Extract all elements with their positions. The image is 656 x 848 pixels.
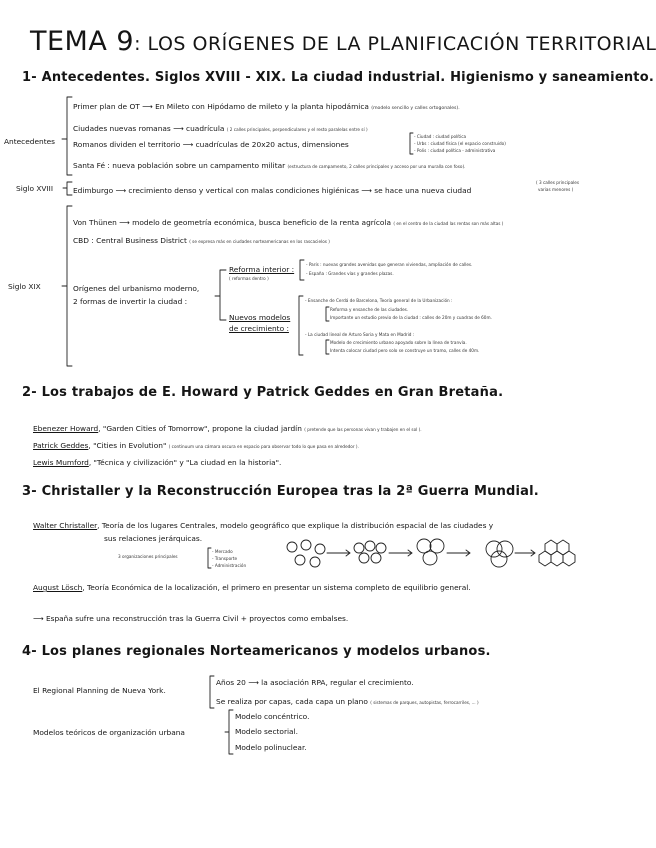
title-rest: : LOS ORÍGENES DE LA PLANIFICACIÓN TERRITORIAL [134,33,656,55]
label-siglo-xviii: Siglo XVIII [16,184,54,193]
org-transporte: - Transporte [212,556,238,561]
ciudad-bullet: - Ciudad : ciudad política [414,134,467,139]
antecedente-santa-fe: Santa Fé : nueva población sobre un campamento militar (estructura de campamento, 2 calles principales y acceso por una muralla con foso). [73,161,466,170]
xix-cbd: CBD : Central Business District ( se expresa más en ciudades norteamericanas en los rascacielos ) [73,236,330,245]
rp-anos-20: Años 20 ⟶ la asociación RPA, regular el crecimiento. [216,678,414,687]
ciudad-lineal: - La ciudad lineal de Arturo Soria y Mata en Madrid : [305,332,415,337]
polis-bullet: - Polis : ciudad política - administrativa [414,148,496,153]
espana-reconstruccion: ⟶ España sufre una reconstrucción tras la Guerra Civil + proyectos como embalses. [33,614,349,623]
section-2-heading: 2- Los trabajos de E. Howard y Patrick Geddes en Gran Bretaña. [22,385,504,400]
xviii-edimburgo: Edimburgo ⟶ crecimiento denso y vertical con malas condiciones higiénicas ⟶ se hace una nueva ciudad [73,186,472,195]
rp-capas: Se realiza por capas, cada capa un plano ( sistemas de parques, autopistas, ferrocarriles, ... ) [216,697,479,706]
urbs-bullet: - Urbs : ciudad física (el espacio construido) [414,141,506,146]
howard-entry: Ebenezer Howard, "Garden Cities of Tomorrow", propone la ciudad jardín ( pretende que las personas vivan y trabajen en el sol ). [33,424,422,433]
mumford-entry: Lewis Mumford, "Técnica y civilización" y "La ciudad en la historia". [33,458,282,467]
nuevos-modelos-label-1: Nuevos modelos [229,313,291,322]
reforma-espana: - España : Grandes vías y grandes plazas. [306,271,394,276]
reforma-interior-sub: ( reformas dentro ) [229,276,269,281]
reforma-interior-label: Reforma interior : [229,265,295,274]
nuevos-modelos-label-2: de crecimiento : [229,324,289,333]
xix-von-thunen: Von Thünen ⟶ modelo de geometría económica, busca beneficio de la renta agrícola ( en el centro de la ciudad las rentas son más altas ) [73,218,504,227]
org-administracion: - Administración [212,563,247,568]
ensanche-estudio: Importante un estudio previo de la ciudad : calles de 20m y cuadras de 60m. [330,315,492,320]
modelo-polinuclear: Modelo polinuclear. [235,743,307,752]
xviii-note-1: ( 3 calles principales [536,180,580,185]
ciudad-lineal-intenta: Intenta colocar ciudad pero solo se construye un tramo, calles de 40m. [330,348,480,353]
xviii-note-2: varias menores ) [538,187,574,192]
antecedente-ciudades-romanas: Ciudades nuevas romanas ⟶ cuadrícula ( 2 calles principales, perpendiculares y el resto paralelas entre sí ) [73,124,368,133]
section-3-heading: 3- Christaller y la Reconstrucción Europea tras la 2ª Guerra Mundial. [22,484,539,499]
ensanche-cerda: - Ensanche de Cerdá de Barcelona, Teoría general de la Urbanización : [305,298,453,303]
reforma-paris: - París : nuevas grandes avenidas que generan viviendas, ampliación de calles. [306,262,473,267]
antecedente-romanos-territorio: Romanos dividen el territorio ⟶ cuadrículas de 20x20 actus, dimensiones [73,140,349,149]
label-antecedentes: Antecedentes [4,137,56,146]
modelos-teoricos-label: Modelos teóricos de organización urbana [33,728,185,737]
title-tema: TEMA 9 [30,26,135,57]
regional-planning-label: El Regional Planning de Nueva York. [33,686,166,695]
antecedente-mileto: Primer plan de OT ⟶ En Mileto con Hipódamo de mileto y la planta hipodámica (modelo sencillo y calles ortogonales). [73,102,460,111]
ensanche-reforma: Reforma y ensanche de las ciudades. [330,307,409,312]
christaller-line-2: sus relaciones jerárquicas. [104,534,203,543]
modelo-concentrico: Modelo concéntrico. [235,712,310,721]
section-1-heading: 1- Antecedentes. Siglos XVIII - XIX. La ciudad industrial. Higienismo y saneamiento. [22,70,654,85]
christaller-line-1: Walter Christaller, Teoría de los lugares Centrales, modelo geográfico que explique la distribución espacial de las ciudades y [33,521,494,530]
modelo-sectorial: Modelo sectorial. [235,727,298,736]
section-4-heading: 4- Los planes regionales Norteamericanos y modelos urbanos. [22,644,491,659]
origenes-line-1: Orígenes del urbanismo moderno, [73,284,200,293]
org-mercado: - Mercado [212,549,233,554]
organizaciones-label: 3 organizaciones principales [118,554,178,559]
ciudad-lineal-modelo: Modelo de crecimiento urbano apoyado sobre la línea de tranvía. [330,340,467,345]
losch-entry: August Lösch, Teoría Económica de la localización, el primero en presentar un sistema completo de equilibrio general. [33,583,471,592]
origenes-line-2: 2 formas de invertir la ciudad : [73,297,188,306]
geddes-entry: Patrick Geddes, "Cities in Evolution" ( continuum una cámara oscura en espacio para observar todo lo que pasa en alrededor ). [33,441,359,450]
label-siglo-xix: Siglo XIX [8,282,41,291]
